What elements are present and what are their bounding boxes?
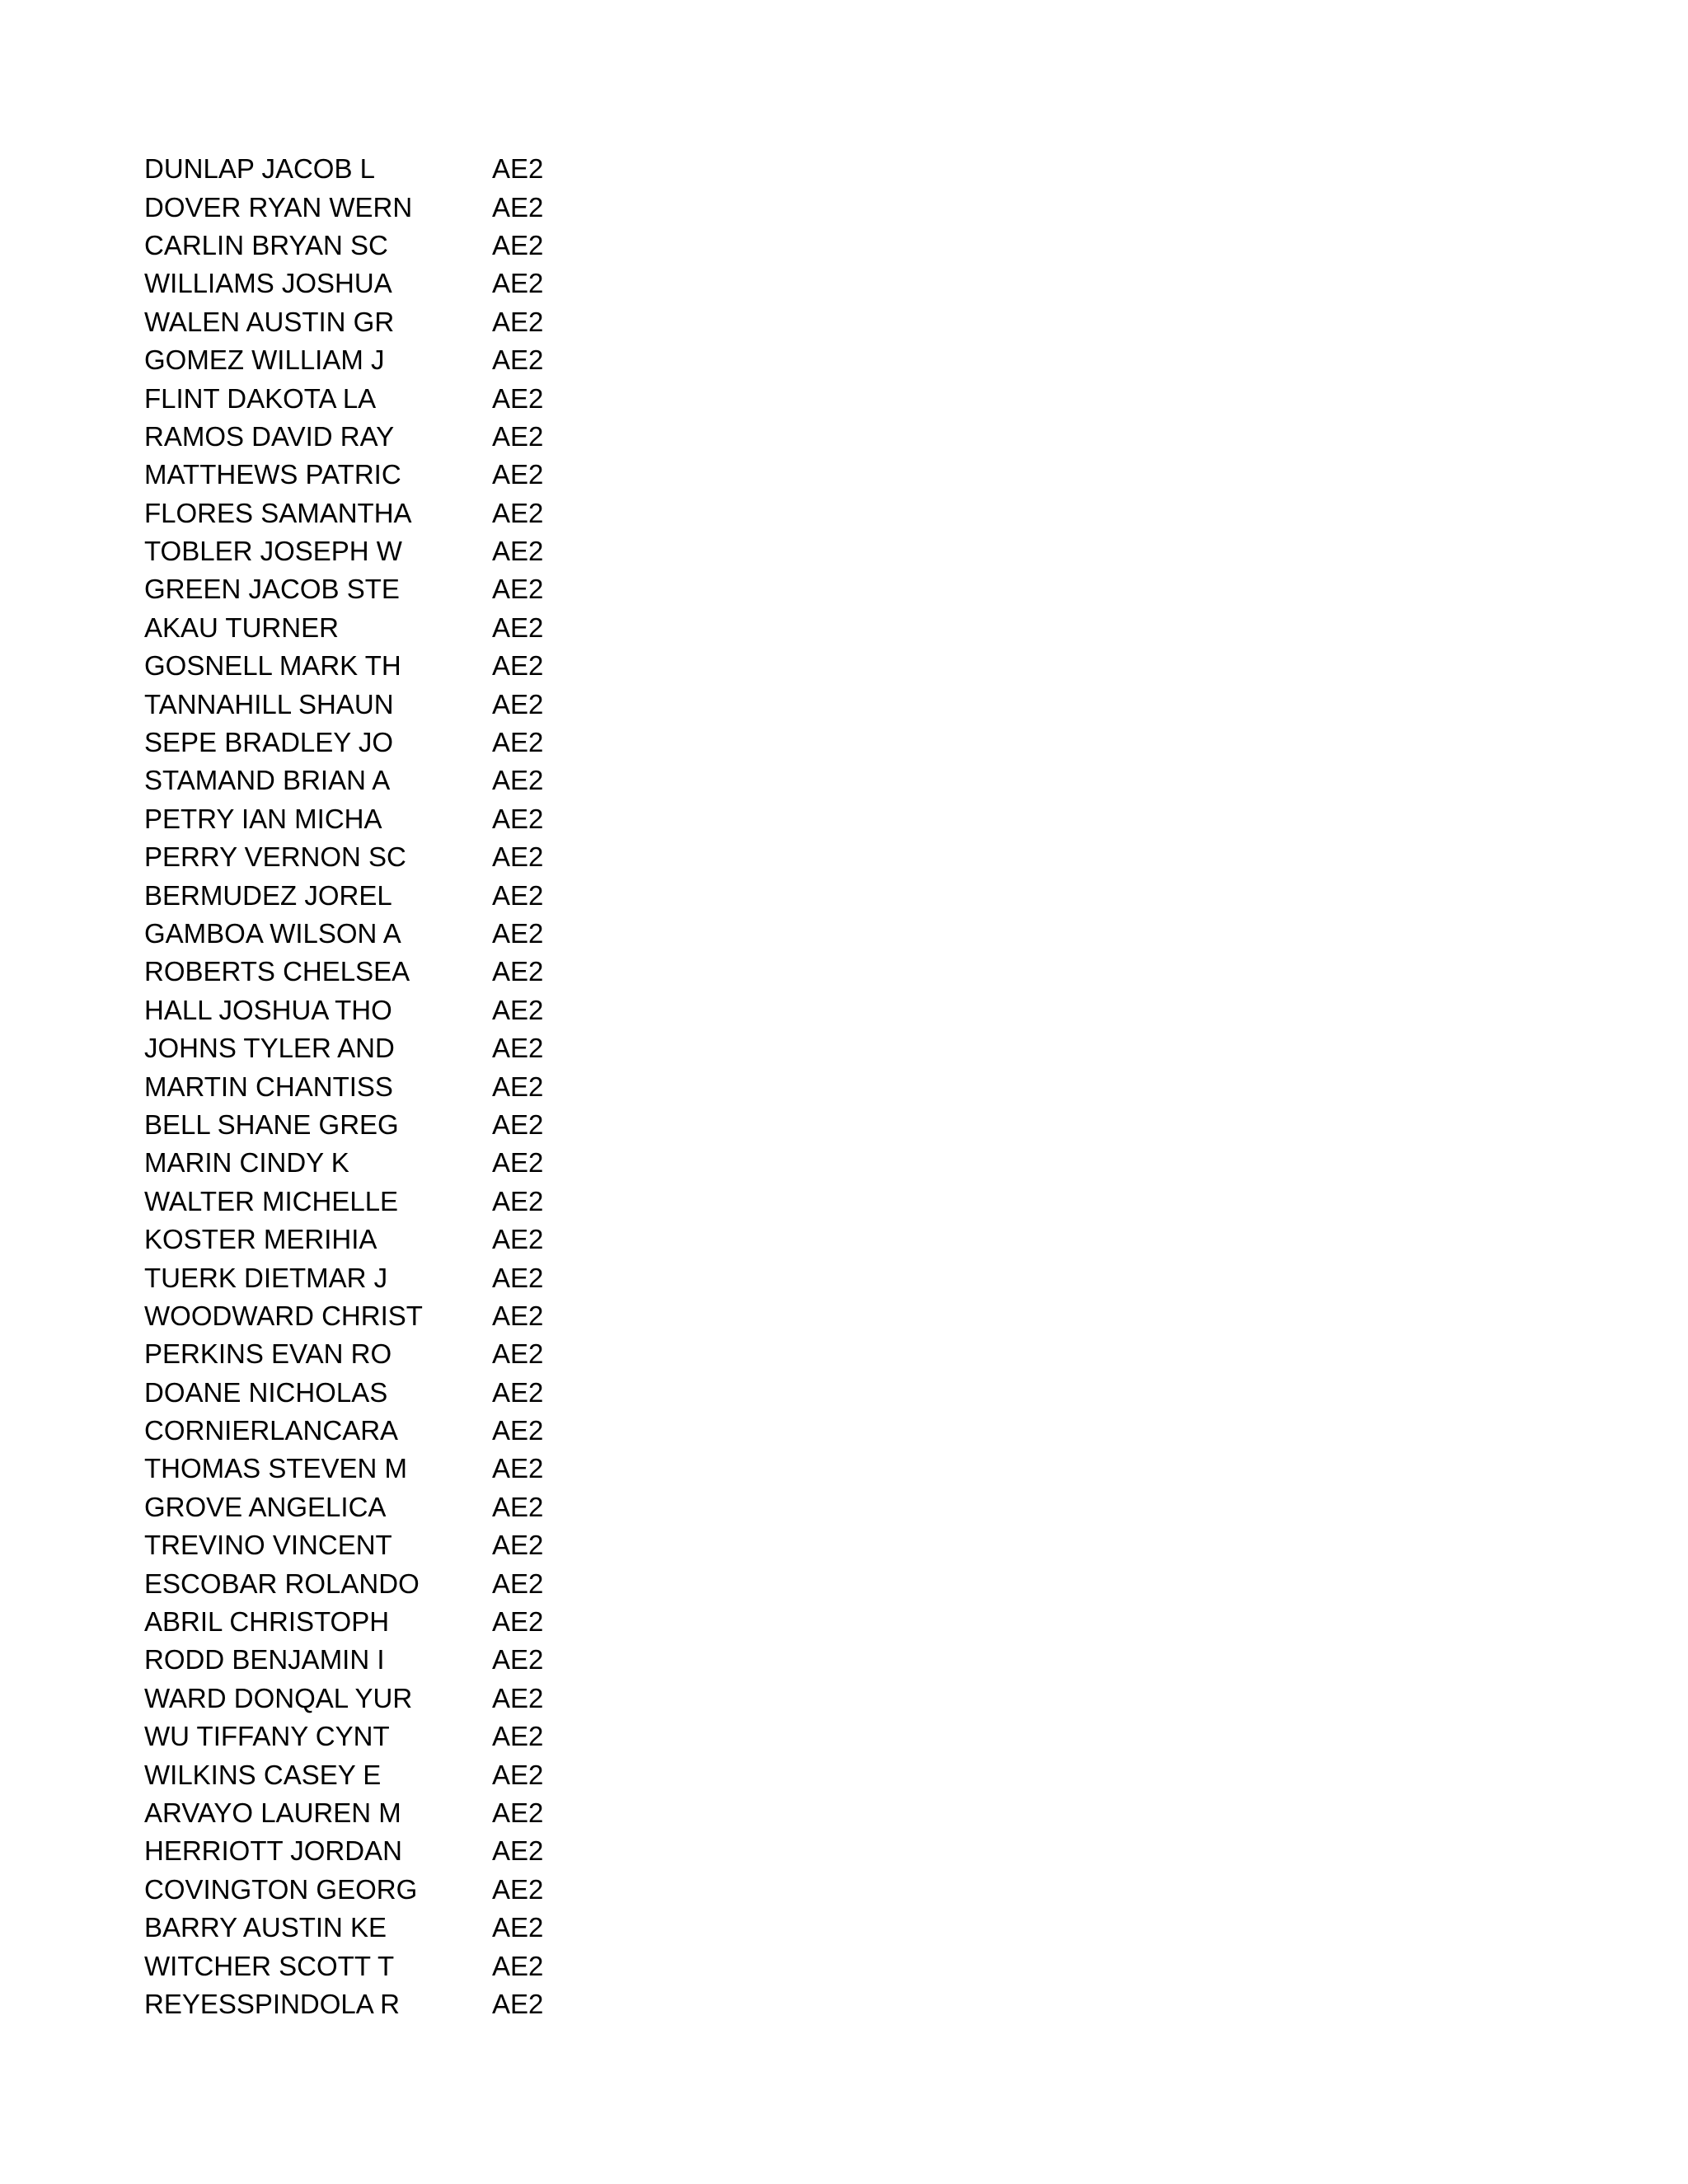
person-name: TOBLER JOSEPH W — [144, 536, 402, 567]
list-row — [144, 953, 639, 991]
list-row — [144, 1564, 639, 1602]
person-name: TUERK DIETMAR J — [144, 1262, 388, 1293]
rate-code: AE2 — [492, 612, 544, 643]
rate-code: AE2 — [492, 191, 544, 223]
list-row — [144, 1221, 639, 1258]
person-name: WILKINS CASEY E — [144, 1759, 382, 1790]
person-name: RAMOS DAVID RAY — [144, 420, 395, 452]
list-row — [144, 724, 639, 762]
person-name: JOHNS TYLER AND — [144, 1033, 395, 1064]
person-name: ARVAYO LAUREN M — [144, 1797, 401, 1828]
person-name: CORNIERLANCARA — [144, 1415, 399, 1446]
rate-code: AE2 — [492, 1797, 544, 1828]
person-name: GOSNELL MARK TH — [144, 650, 401, 682]
person-name: GOMEZ WILLIAM J — [144, 344, 385, 376]
person-name: MARTIN CHANTISS — [144, 1071, 393, 1102]
rate-code: AE2 — [492, 1759, 544, 1790]
rate-code: AE2 — [492, 1835, 544, 1867]
person-name: FLINT DAKOTA LA — [144, 382, 377, 414]
list-row — [144, 1488, 639, 1526]
person-name: PETRY IAN MICHA — [144, 803, 382, 834]
list-row — [144, 1680, 639, 1718]
list-row — [144, 838, 639, 876]
list-row — [144, 265, 639, 302]
list-row — [144, 1029, 639, 1067]
person-name: HERRIOTT JORDAN — [144, 1835, 402, 1867]
rate-code: AE2 — [492, 1376, 544, 1408]
list-row — [144, 1374, 639, 1412]
rate-code: AE2 — [492, 1224, 544, 1255]
person-name: THOMAS STEVEN M — [144, 1453, 408, 1484]
rate-code: AE2 — [492, 344, 544, 376]
person-name: ESCOBAR ROLANDO — [144, 1568, 420, 1599]
person-name: ROBERTS CHELSEA — [144, 956, 410, 987]
person-name: PERRY VERNON SC — [144, 841, 406, 873]
list-row — [144, 188, 639, 226]
rate-code: AE2 — [492, 536, 544, 567]
list-row — [144, 609, 639, 647]
rate-code: AE2 — [492, 1108, 544, 1140]
person-name: ABRIL CHRISTOPH — [144, 1606, 390, 1638]
person-name: KOSTER MERIHIA — [144, 1224, 377, 1255]
rate-code: AE2 — [492, 1453, 544, 1484]
person-name: CARLIN BRYAN SC — [144, 229, 388, 260]
name-rate-list — [144, 150, 639, 2023]
person-name: WOODWARD CHRIST — [144, 1300, 423, 1331]
list-row — [144, 1909, 639, 1947]
list-row — [144, 341, 639, 379]
person-name: SEPE BRADLEY JO — [144, 727, 394, 758]
list-row — [144, 456, 639, 494]
rate-code: AE2 — [492, 306, 544, 337]
rate-code: AE2 — [492, 1033, 544, 1064]
rate-code: AE2 — [492, 153, 544, 185]
person-name: MARIN CINDY K — [144, 1147, 349, 1179]
rate-code: AE2 — [492, 1912, 544, 1943]
rate-code: AE2 — [492, 1950, 544, 1981]
list-row — [144, 150, 639, 188]
list-row — [144, 1985, 639, 2023]
rate-code: AE2 — [492, 1644, 544, 1675]
person-name: STAMAND BRIAN A — [144, 765, 391, 796]
person-name: WU TIFFANY CYNT — [144, 1721, 390, 1752]
list-row — [144, 1144, 639, 1182]
rate-code: AE2 — [492, 1491, 544, 1522]
rate-code: AE2 — [492, 1185, 544, 1216]
rate-code: AE2 — [492, 1873, 544, 1905]
list-row — [144, 647, 639, 685]
list-row — [144, 1641, 639, 1679]
list-row — [144, 379, 639, 417]
rate-code: AE2 — [492, 956, 544, 987]
person-name: WITCHER SCOTT T — [144, 1950, 395, 1981]
rate-code: AE2 — [492, 268, 544, 299]
list-row — [144, 1755, 639, 1793]
rate-code: AE2 — [492, 1568, 544, 1599]
rate-code: AE2 — [492, 1682, 544, 1713]
rate-code: AE2 — [492, 994, 544, 1025]
rate-code: AE2 — [492, 459, 544, 490]
rate-code: AE2 — [492, 650, 544, 682]
list-row — [144, 762, 639, 799]
person-name: MATTHEWS PATRIC — [144, 459, 401, 490]
rate-code: AE2 — [492, 574, 544, 605]
person-name: GREEN JACOB STE — [144, 574, 400, 605]
list-row — [144, 685, 639, 723]
person-name: DOVER RYAN WERN — [144, 191, 413, 223]
rate-code: AE2 — [492, 1606, 544, 1638]
list-row — [144, 532, 639, 570]
list-row — [144, 1947, 639, 1985]
rate-code: AE2 — [492, 497, 544, 528]
person-name: AKAU TURNER — [144, 612, 339, 643]
rate-code: AE2 — [492, 918, 544, 949]
rate-code: AE2 — [492, 1721, 544, 1752]
list-row — [144, 1335, 639, 1373]
person-name: HALL JOSHUA THO — [144, 994, 392, 1025]
person-name: GAMBOA WILSON A — [144, 918, 401, 949]
rate-code: AE2 — [492, 727, 544, 758]
list-row — [144, 1603, 639, 1641]
person-name: FLORES SAMANTHA — [144, 497, 412, 528]
list-row — [144, 570, 639, 608]
person-name: WALTER MICHELLE — [144, 1185, 399, 1216]
rate-code: AE2 — [492, 1300, 544, 1331]
list-row — [144, 1258, 639, 1296]
list-row — [144, 800, 639, 838]
rate-code: AE2 — [492, 879, 544, 911]
person-name: TREVINO VINCENT — [144, 1530, 392, 1561]
rate-code: AE2 — [492, 1530, 544, 1561]
person-name: RODD BENJAMIN I — [144, 1644, 385, 1675]
rate-code: AE2 — [492, 382, 544, 414]
list-row — [144, 1412, 639, 1450]
rate-code: AE2 — [492, 688, 544, 719]
person-name: WARD DONQAL YUR — [144, 1682, 413, 1713]
rate-code: AE2 — [492, 841, 544, 873]
person-name: DOANE NICHOLAS — [144, 1376, 388, 1408]
list-row — [144, 991, 639, 1029]
person-name: GROVE ANGELICA — [144, 1491, 387, 1522]
list-row — [144, 418, 639, 456]
list-row — [144, 1794, 639, 1832]
list-row — [144, 876, 639, 914]
person-name: REYESSPINDOLA R — [144, 1988, 400, 2019]
list-row — [144, 1718, 639, 1755]
person-name: WALEN AUSTIN GR — [144, 306, 395, 337]
person-name: BERMUDEZ JOREL — [144, 879, 392, 911]
rate-code: AE2 — [492, 765, 544, 796]
rate-code: AE2 — [492, 229, 544, 260]
list-row — [144, 1106, 639, 1144]
rate-code: AE2 — [492, 420, 544, 452]
rate-code: AE2 — [492, 1147, 544, 1179]
list-row — [144, 1183, 639, 1221]
list-row — [144, 1526, 639, 1564]
rate-code: AE2 — [492, 1415, 544, 1446]
person-name: PERKINS EVAN RO — [144, 1338, 392, 1370]
person-name: BELL SHANE GREG — [144, 1108, 399, 1140]
list-row — [144, 303, 639, 341]
person-name: BARRY AUSTIN KE — [144, 1912, 387, 1943]
list-row — [144, 1832, 639, 1870]
person-name: DUNLAP JACOB L — [144, 153, 375, 185]
list-row — [144, 494, 639, 532]
list-row — [144, 1067, 639, 1105]
list-row — [144, 1450, 639, 1488]
list-row — [144, 1871, 639, 1909]
rate-code: AE2 — [492, 1988, 544, 2019]
rate-code: AE2 — [492, 1338, 544, 1370]
rate-code: AE2 — [492, 803, 544, 834]
list-row — [144, 1297, 639, 1335]
person-name: COVINGTON GEORG — [144, 1873, 418, 1905]
rate-code: AE2 — [492, 1071, 544, 1102]
rate-code: AE2 — [492, 1262, 544, 1293]
list-row — [144, 915, 639, 953]
person-name: TANNAHILL SHAUN — [144, 688, 394, 719]
person-name: WILLIAMS JOSHUA — [144, 268, 392, 299]
list-row — [144, 227, 639, 265]
